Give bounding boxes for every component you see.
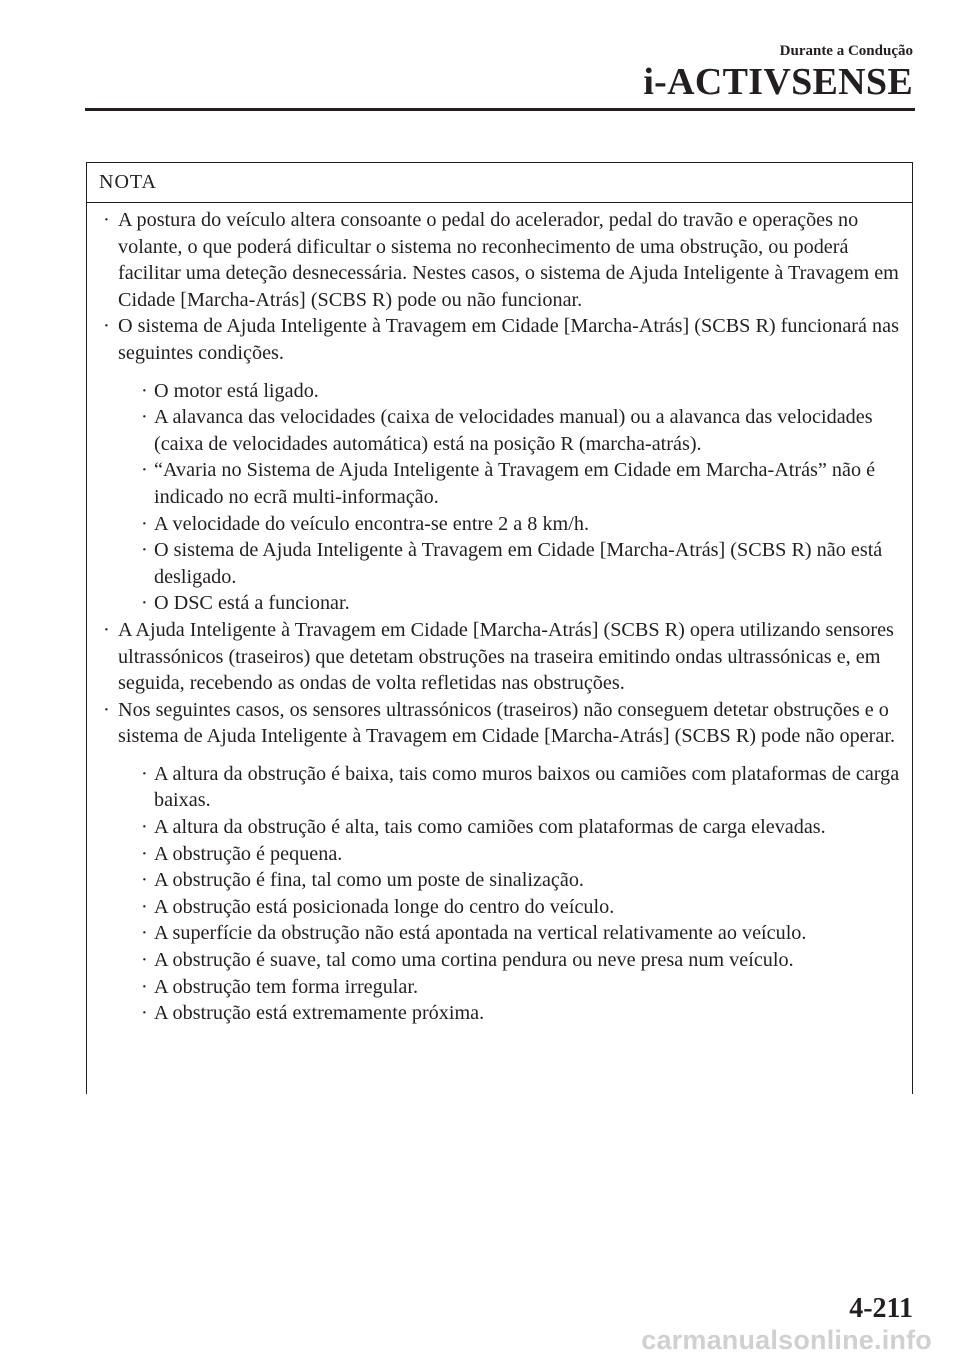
note-box-left-border — [86, 162, 87, 1094]
note-bullet-text: O sistema de Ajuda Inteligente à Travagem em Cidade [Marcha-Atrás] (SCBS R) funcionará nas seguintes condições. — [118, 315, 899, 364]
condition-item: · A velocidade do veículo encontra-se entre 2 a 8 km/h. — [138, 511, 904, 538]
case-item: · A obstrução é suave, tal como uma cortina pendura ou neve presa num veículo. — [138, 947, 904, 974]
condition-item: · O motor está ligado. — [138, 378, 904, 405]
case-item: · A obstrução é fina, tal como um poste de sinalização. — [138, 867, 904, 894]
case-item: · A altura da obstrução é baixa, tais como muros baixos ou camiões com plataformas de carga baixas. — [138, 761, 904, 814]
cases-list — [118, 761, 904, 1027]
case-item: · A obstrução está posicionada longe do centro do veículo. — [138, 894, 904, 921]
note-bullet-text: A Ajuda Inteligente à Travagem em Cidade [Marcha-Atrás] (SCBS R) opera utilizando sensores ultrassónicos (traseiros) que detetam obstruções na traseira emitindo ondas ultrassónicas e, em seguida, recebendo as ondas de volta refletidas nas obstruções. — [118, 618, 894, 695]
condition-item: · A alavanca das velocidades (caixa de velocidades manual) ou a alavanca das velocidades (caixa de velocidades automática) está na posição R (marcha-atrás). — [138, 404, 904, 457]
section-title: Durante a Condução — [779, 43, 913, 59]
watermark-link[interactable]: carmanualsonline.info — [641, 1325, 932, 1355]
condition-item: · O sistema de Ajuda Inteligente à Travagem em Cidade [Marcha-Atrás] (SCBS R) não está desligado. — [138, 537, 904, 590]
note-bullet-detection-limits — [100, 697, 904, 1027]
note-content — [100, 207, 904, 1027]
note-bullet-text: Nos seguintes casos, os sensores ultrassónicos (traseiros) não conseguem detetar obstruções e o sistema de Ajuda Inteligente à Travagem em Cidade [Marcha-Atrás] (SCBS R) pode não operar. — [118, 698, 896, 748]
conditions-list — [118, 378, 904, 617]
page-number: 4-211 — [849, 1293, 913, 1324]
note-bullet-operating-conditions — [100, 313, 904, 617]
case-item: · A obstrução está extremamente próxima. — [138, 1000, 904, 1027]
note-title-divider — [86, 202, 913, 203]
running-header — [643, 42, 913, 102]
condition-item: · O DSC está a funcionar. — [138, 590, 904, 617]
condition-item: · “Avaria no Sistema de Ajuda Inteligente à Travagem em Cidade em Marcha-Atrás” não é indicado no ecrã multi-informação. — [138, 457, 904, 510]
chapter-title: i-ACTIVSENSE — [643, 61, 913, 103]
note-box — [86, 162, 913, 1094]
note-bullet-text: A postura do veículo altera consoante o pedal do acelerador, pedal do travão e operações no volante, o que poderá dificultar o sistema no reconhecimento de uma obstrução, ou poderá facilitar uma deteção desnecessária. Nestes casos, o sistema de Ajuda Inteligente à Travagem em Cidade [Marcha-Atrás] (SCBS R) pode ou não funcionar. — [118, 209, 899, 311]
note-box-top-border — [86, 162, 913, 163]
note-bullet-list — [100, 207, 904, 1027]
case-item: · A altura da obstrução é alta, tais como camiões com plataformas de carga elevadas. — [138, 814, 904, 841]
note-bullet-posture — [100, 207, 904, 313]
case-item: · A obstrução é pequena. — [138, 841, 904, 868]
case-item: · A obstrução tem forma irregular. — [138, 974, 904, 1001]
case-item: · A superfície da obstrução não está apontada na vertical relativamente ao veículo. — [138, 920, 904, 947]
header-rule — [85, 108, 915, 111]
note-bullet-ultrasonic-sensors — [100, 617, 904, 697]
note-box-right-border — [912, 162, 913, 1094]
note-title: NOTA — [99, 171, 157, 193]
